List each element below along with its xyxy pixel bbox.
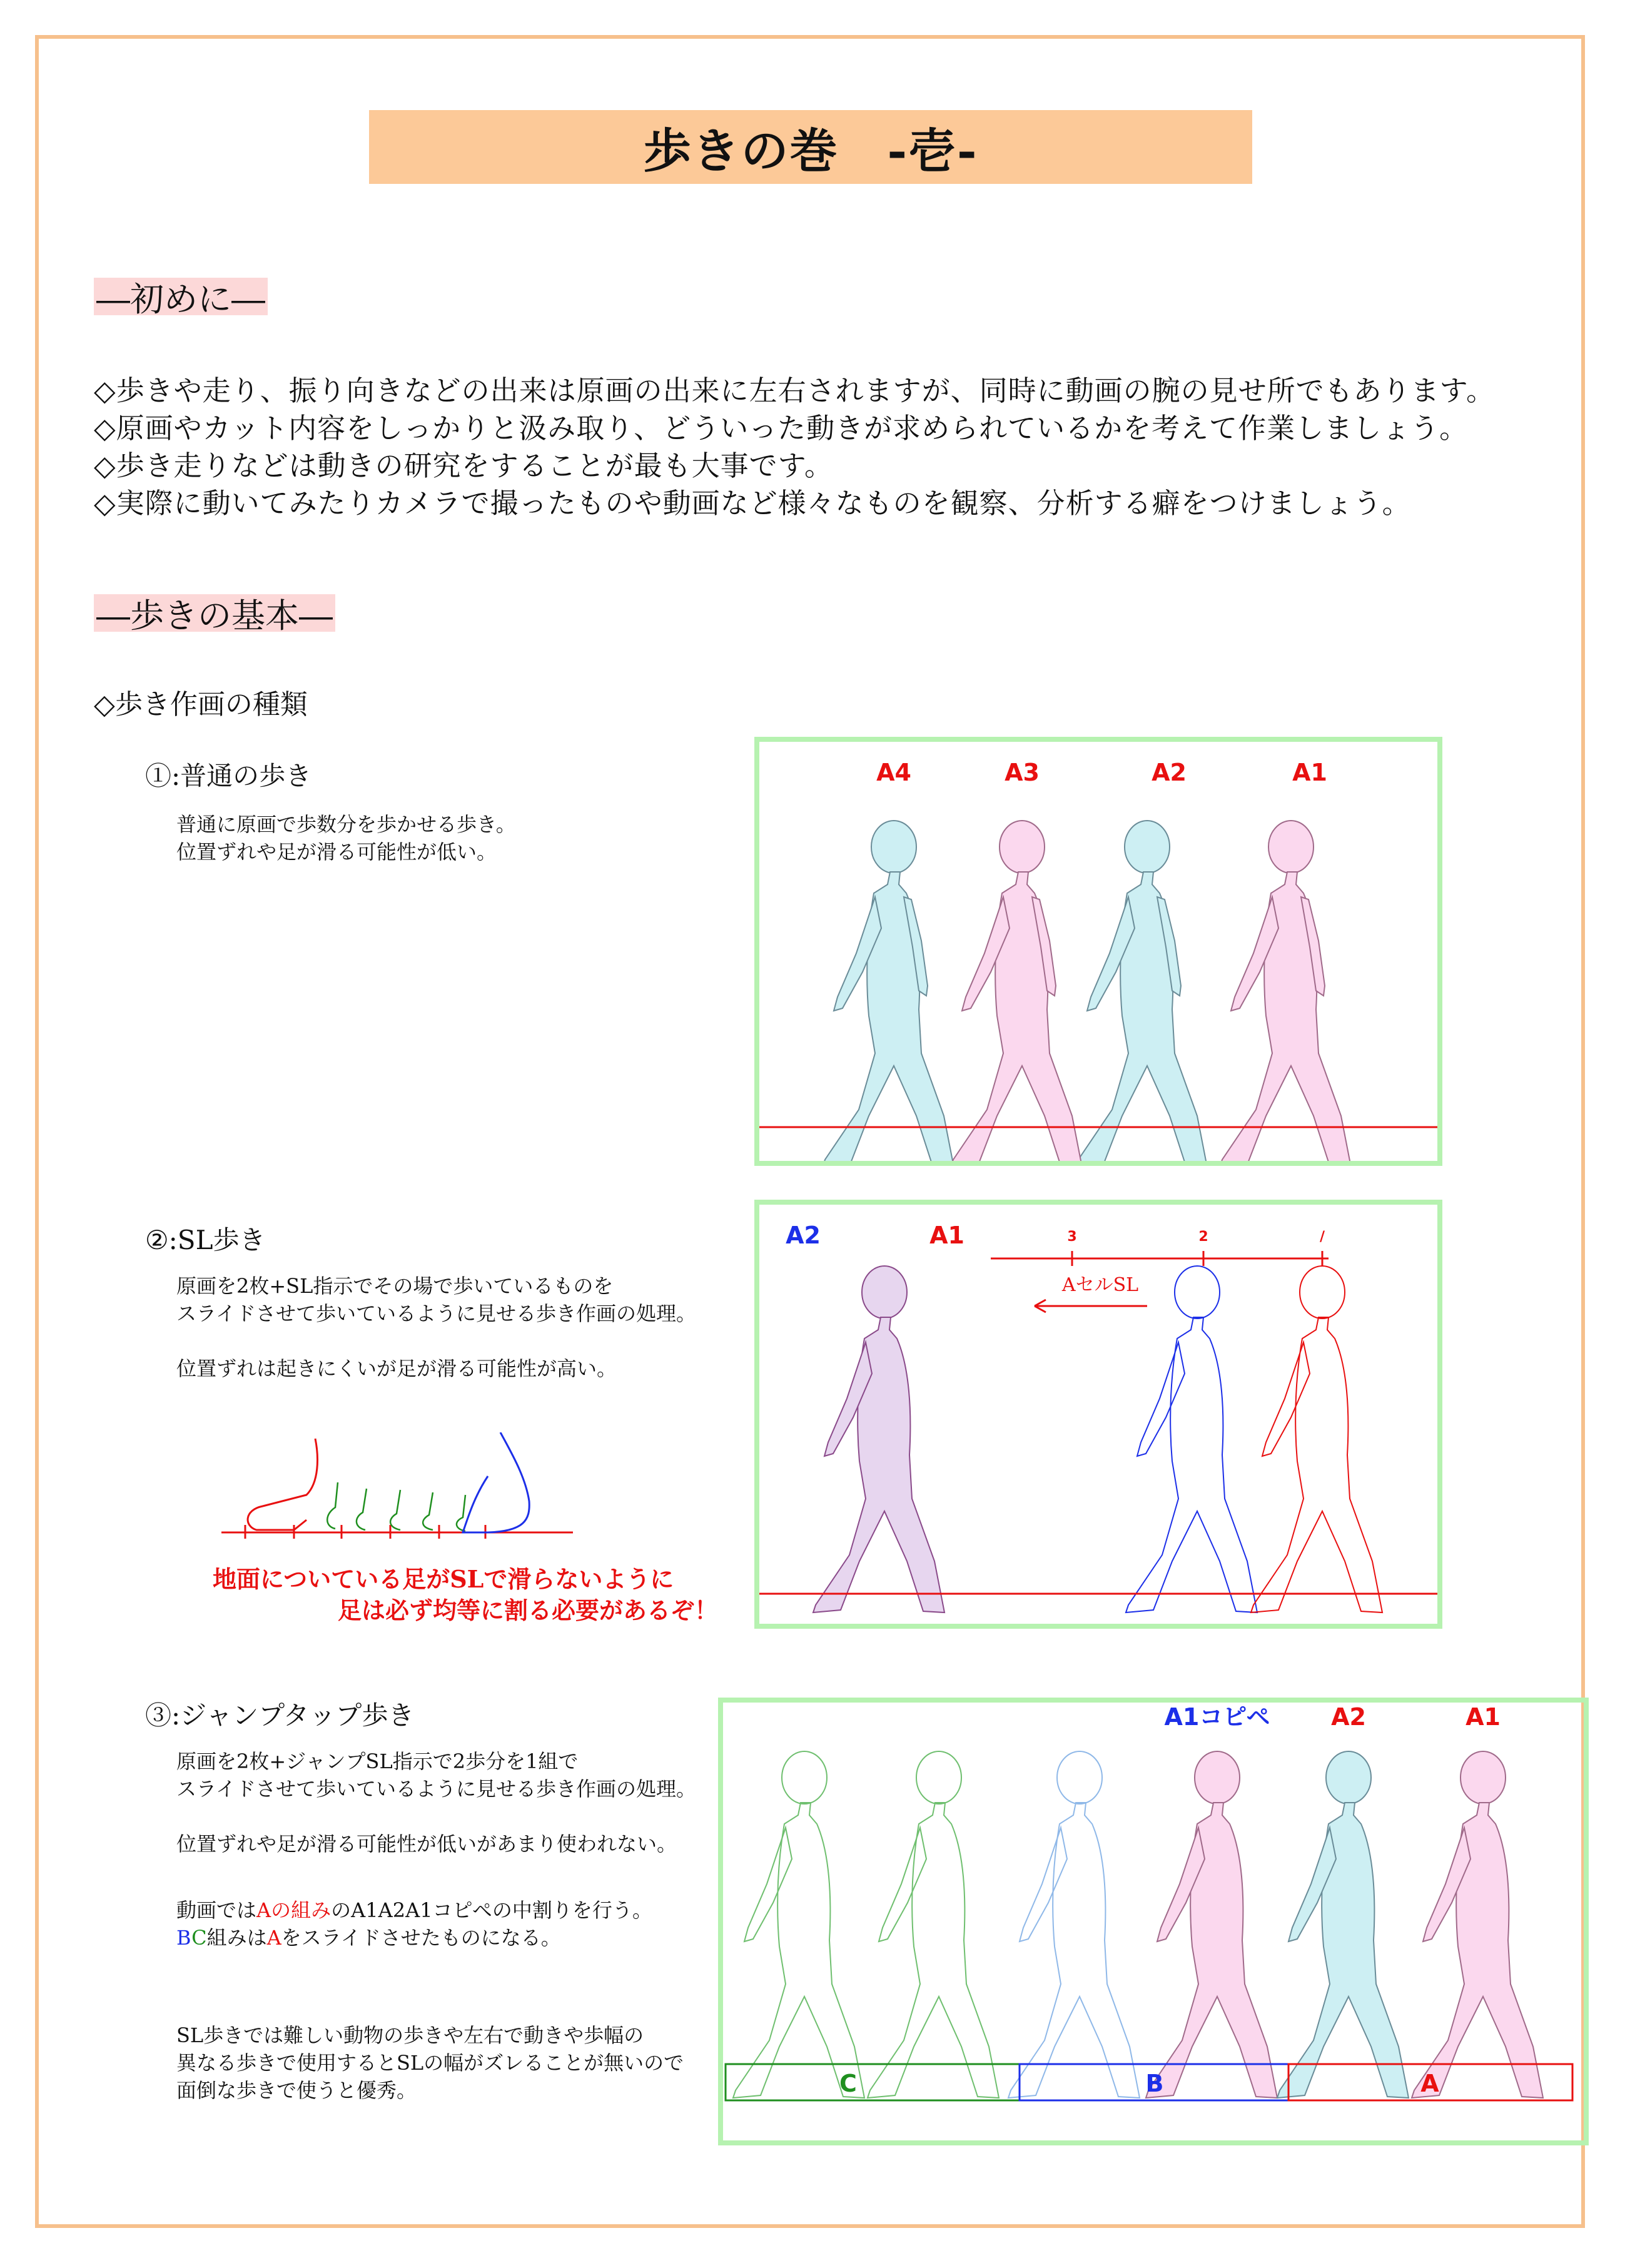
usage-line: SL歩きでは難しい動物の歩きや左右で動きや歩幅の	[176, 2023, 644, 2047]
note-text: をスライドさせたものになる。	[281, 1926, 561, 1950]
group-c-label: C	[839, 2070, 857, 2097]
type3-heading: ③:ジャンプタップ歩き	[145, 1700, 415, 1731]
sl-tick-1: /	[1319, 1229, 1325, 1245]
type2-desc-line: 位置ずれは起きにくいが足が滑る可能性が高い。	[176, 1357, 617, 1380]
sl-walk-illustration	[759, 1205, 1437, 1624]
b-group-letter: B	[176, 1926, 192, 1950]
foot-spacing-diagram	[213, 1432, 582, 1545]
jump-tap-walk-panel	[718, 1698, 1589, 2145]
type3-desc-line: 位置ずれや足が滑る可能性が低いがあまり使われない。	[176, 1832, 677, 1856]
label-a2: A2	[1152, 759, 1187, 786]
group-b-label: B	[1145, 2070, 1164, 2097]
label-a2: A2	[1331, 1703, 1366, 1731]
intro-line-4: ◇実際に動いてみたりカメラで撮ったものや動画など様々なものを観察、分析する癖をつけましょう。	[94, 487, 1411, 520]
type2-desc-line: 原画を2枚+SL指示でその場で歩いているものを	[176, 1274, 614, 1298]
walker-c2	[868, 1751, 999, 2098]
label-a1-copy: A1コピペ	[1164, 1703, 1270, 1731]
normal-walk-illustration	[759, 742, 1437, 1161]
label-a2: A2	[786, 1222, 821, 1249]
walker-a1	[1220, 821, 1351, 1161]
a-group-text: Aの組み	[256, 1898, 332, 1922]
walker-a1	[1412, 1751, 1543, 2098]
type3-desc	[176, 1748, 696, 1858]
slip-warning-line1: 地面についている足がSLで滑らないように	[213, 1565, 674, 1593]
label-a1: A1	[929, 1222, 964, 1249]
intro-line-3: ◇歩き走りなどは動きの研究をすることが最も大事です。	[94, 449, 834, 482]
sl-tick-2: 2	[1198, 1229, 1208, 1245]
walk-types-heading: ◇歩き作画の種類	[94, 689, 308, 721]
type1-desc-line: 普通に原画で歩数分を歩かせる歩き。	[176, 813, 516, 836]
basics-heading: ―歩きの基本―	[94, 594, 335, 632]
intro-line-2: ◇原画やカット内容をしっかりと汲み取り、どういった動きが求められているかを考えて作業しましょう。	[94, 412, 1469, 445]
type3-usage-note	[176, 2022, 684, 2104]
usage-line: 面倒な歩きで使うと優秀。	[176, 2078, 417, 2102]
type3-desc-line: スライドさせて歩いているように見せる歩き作画の処理。	[176, 1777, 697, 1801]
walker-a2	[1076, 821, 1207, 1161]
normal-walk-panel	[754, 737, 1442, 1166]
type3-desc-line: 原画を2枚+ジャンプSL指示で2歩分を1組で	[176, 1749, 579, 1773]
label-a3: A3	[1005, 759, 1040, 786]
intro-heading: ―初めに―	[94, 278, 268, 315]
page-title: 歩きの巻 -壱-	[369, 110, 1252, 184]
walker-c1	[733, 1751, 864, 2098]
a-group-letter: A	[266, 1926, 281, 1950]
intro-line-1: ◇歩きや走り、振り向きなどの出来は原画の出来に左右されますが、同時に動画の腕の見せ所でもあります。	[94, 374, 1496, 407]
walker-a4	[823, 821, 954, 1161]
walker-overlay-a1-a2	[813, 1266, 944, 1612]
note-text: 組みは	[206, 1926, 267, 1950]
walker-a2	[1277, 1751, 1409, 2098]
walker-a1-copy	[1146, 1751, 1277, 2098]
type2-heading: ②:SL歩き	[145, 1225, 266, 1255]
usage-line: 異なる歩きで使用するとSLの幅がズレることが無いので	[176, 2051, 684, 2075]
group-a-label: A	[1420, 2070, 1439, 2097]
walker-sl-red	[1251, 1266, 1382, 1612]
label-a1: A1	[1292, 759, 1327, 786]
sl-tick-3: 3	[1067, 1229, 1077, 1245]
type1-heading: ①:普通の歩き	[145, 761, 312, 791]
note-text: 動画では	[176, 1898, 257, 1922]
walker-sl-blue	[1126, 1266, 1257, 1612]
label-a1: A1	[1466, 1703, 1501, 1731]
sl-direction-label: AセルSL	[1061, 1274, 1139, 1296]
type1-desc	[176, 811, 516, 866]
jump-tap-walk-illustration	[723, 1703, 1584, 2140]
note-text: のA1A2A1コピペの中割りを行う。	[331, 1898, 652, 1922]
label-a4: A4	[876, 759, 911, 786]
type1-desc-line: 位置ずれや足が滑る可能性が低い。	[176, 840, 497, 864]
group-c-bar	[726, 2064, 1020, 2100]
type3-inbetween-note	[176, 1896, 652, 1952]
c-group-letter: C	[191, 1926, 207, 1950]
sl-walk-panel	[754, 1200, 1442, 1629]
walker-a3	[951, 821, 1082, 1161]
type2-desc-line: スライドさせて歩いているように見せる歩き作画の処理。	[176, 1302, 697, 1325]
slip-warning-line2: 足は必ず均等に割る必要があるぞ！	[338, 1596, 719, 1624]
walker-b	[1008, 1751, 1140, 2098]
type2-desc	[176, 1272, 696, 1382]
